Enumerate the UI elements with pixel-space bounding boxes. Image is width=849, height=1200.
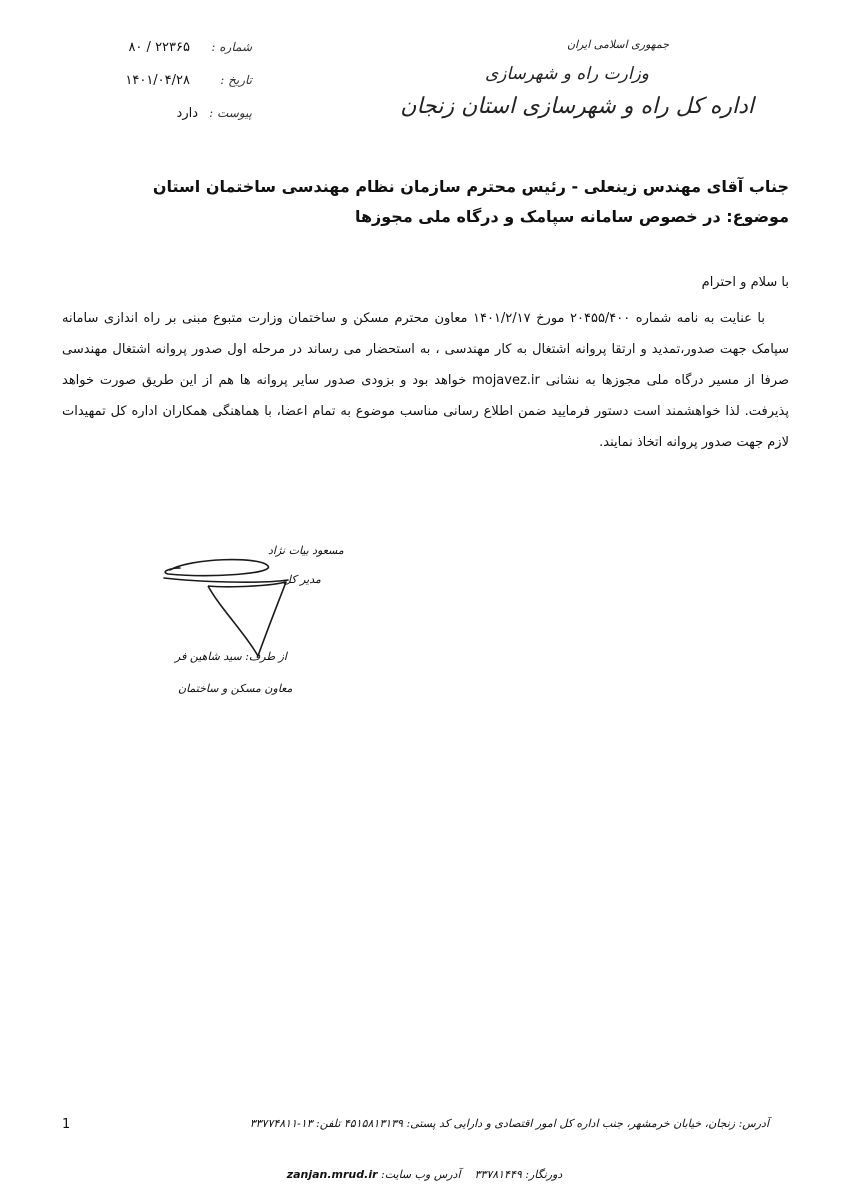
letter-date-value: ۱۴۰۱/۰۴/۲۸	[125, 73, 190, 88]
signatory-name: مسعود بیات نژاد	[268, 544, 344, 557]
letter-number-value: ۲۲۳۶۵ / ۸۰	[128, 40, 190, 55]
letter-body: با عنایت به نامه شماره ۲۰۴۵۵/۴۰۰ مورخ ۱۴۰۱/۲/۱۷ معاون محترم مسکن و ساختمان وزارت متبوع مبنی بر راه اندازی سامانه سپامک جهت صدور،تمدید و ارتقا پروانه اشتغال به کار مهندسی ، به استحضار می رساند در مرحله اول صدور پروانه اشتغال مهندسی صرفا از مسیر درگاه ملی مجوزها به نشانی mojavez.ir خواهد بود و بزودی صدور سایر پروانه ها هم از این طریق صورت خواهد پذیرفت. لذا خواهشمند است دستور فرمایید ضمن اطلاع رسانی مناسب موضوع به تمام اعضا، با هماهنگی همکاران اداره کل تمهیدات لازم جهت صدور پروانه اتخاذ نمایند.	[62, 311, 789, 450]
letter-number-label: شماره :	[211, 40, 252, 54]
recipient-line: جناب آقای مهندس زینعلی - رئیس محترم سازمان نظام مهندسی ساختمان استان	[152, 177, 789, 196]
letter-date-label: تاریخ :	[220, 73, 252, 87]
signatory-title: مدیر کل	[283, 573, 321, 586]
signed-on-behalf: از طرف: سید شاهین فر	[175, 650, 287, 663]
letter-number-row	[52, 40, 252, 62]
letter-attachment-label: پیوست :	[209, 106, 252, 120]
footer-address: آدرس: زنجان، خیابان خرمشهر، جنب اداره کل امور اقتصادی و دارایی کد پستی: ۴۵۱۵۸۱۳۱۳۹ تلفن: ۱۳-۳۳۷۷۴۸۱۱	[249, 1117, 769, 1130]
signatory-role: معاون مسکن و ساختمان	[178, 682, 293, 695]
letterhead-department: اداره کل راه و شهرسازی استان زنجان	[400, 94, 754, 119]
letter-attachment-row	[52, 106, 252, 128]
footer-website-link[interactable]: zanjan.mrud.ir	[286, 1168, 378, 1181]
letterhead-country: جمهوری اسلامی ایران	[566, 38, 669, 51]
greeting: با سلام و احترام	[701, 275, 789, 290]
subject-line: موضوع: در خصوص سامانه سپامک و درگاه ملی مجوزها	[354, 207, 789, 226]
letterhead-ministry: وزارت راه و شهرسازی	[484, 64, 649, 84]
page-number: 1	[62, 1117, 71, 1132]
footer-contact	[150, 1168, 699, 1181]
letter-date-row	[52, 73, 252, 95]
footer-fax: دورنگار: ۳۳۷۸۱۴۴۹	[474, 1168, 563, 1181]
footer-website-label: آدرس وب سایت:	[381, 1168, 461, 1181]
letter-attachment-value: دارد	[176, 106, 198, 121]
